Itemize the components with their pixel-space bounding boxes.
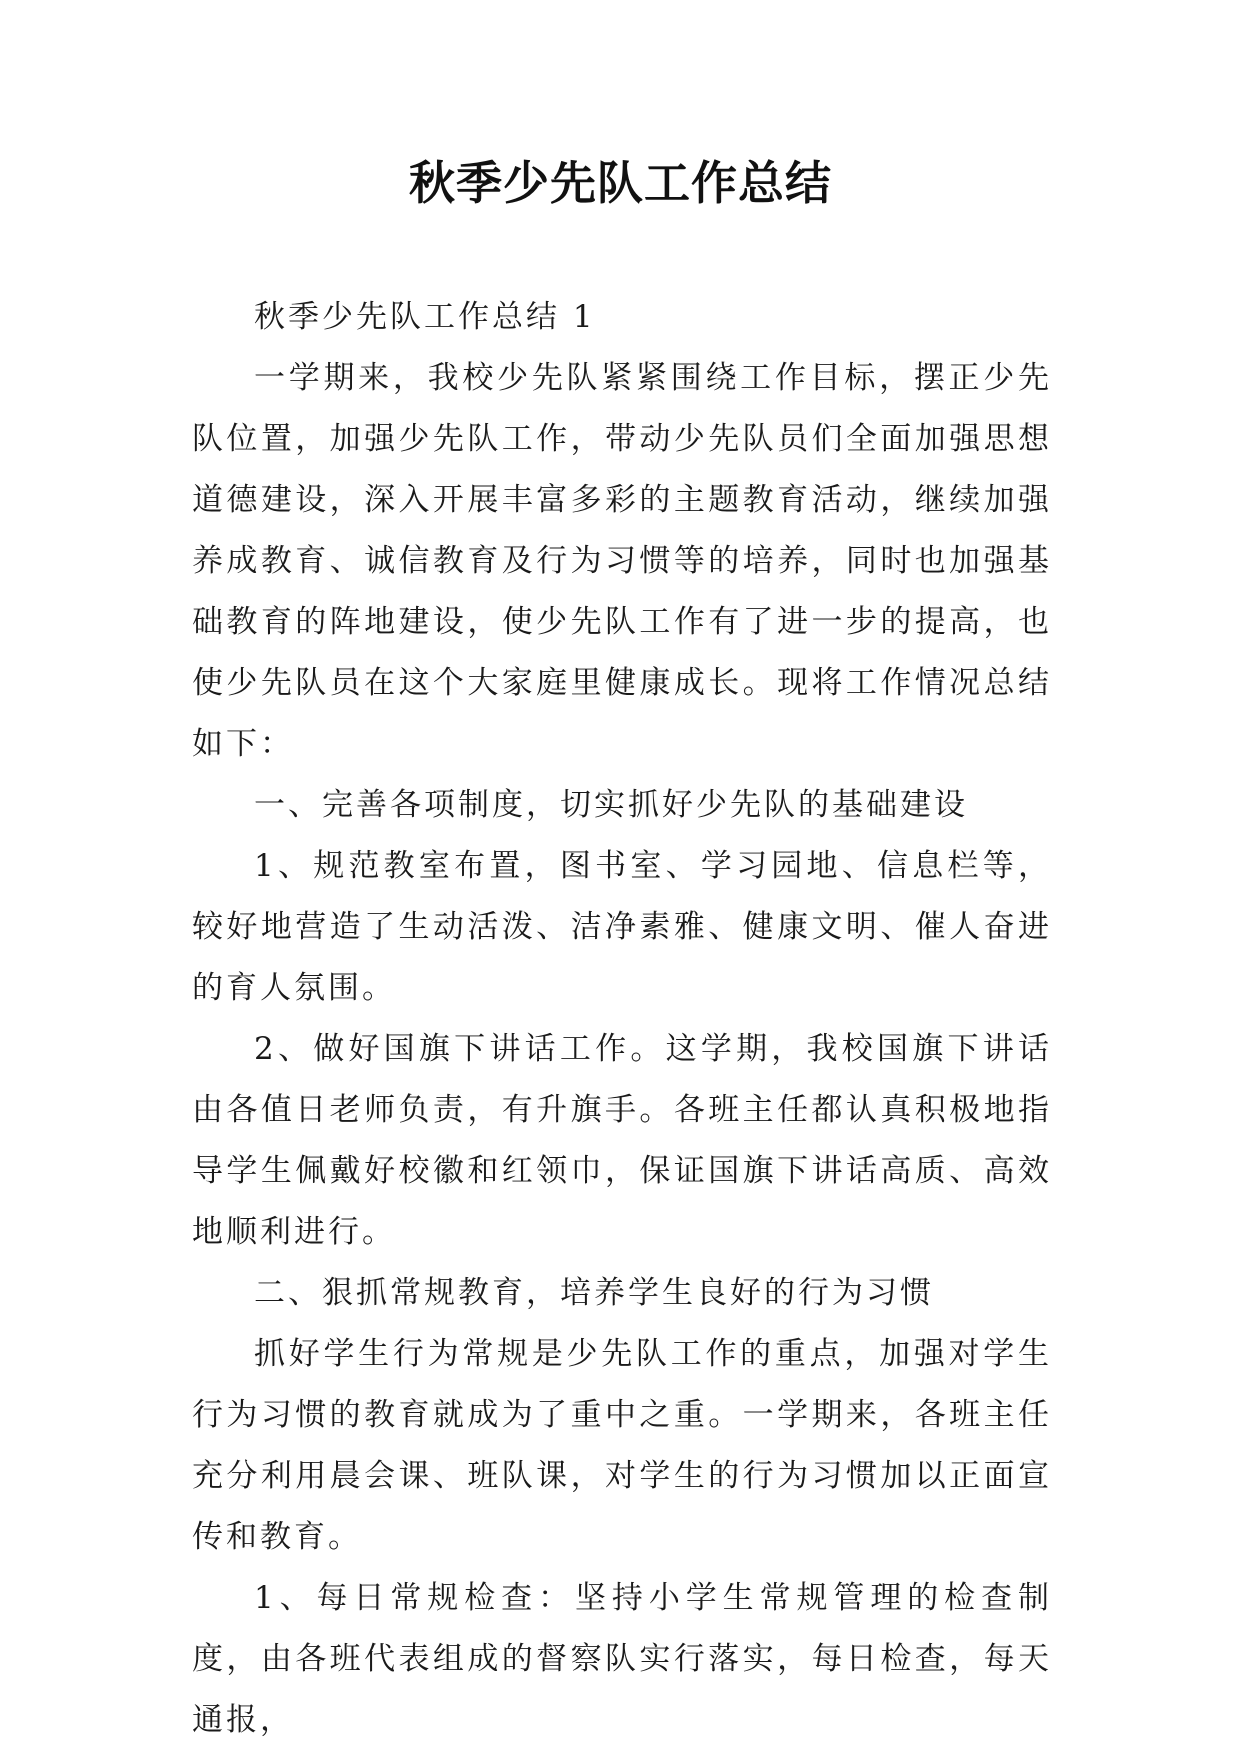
paragraph: 一学期来，我校少先队紧紧围绕工作目标，摆正少先队位置，加强少先队工作，带动少先队员们全面加强思想道德建设，深入开展丰富多彩的主题教育活动，继续加强养成教育、诚信教育及行为习惯等的培养，同时也加强基础教育的阵地建设，使少先队工作有了进一步的提高，也使少先队员在这个大家庭里健康成长。现将工作情况总结如下：: [192, 360, 1052, 762]
document-title: 秋季少先队工作总结: [409, 156, 832, 210]
paragraph: 抓好学生行为常规是少先队工作的重点，加强对学生行为习惯的教育就成为了重中之重。一学期来，各班主任充分利用晨会课、班队课，对学生的行为习惯加以正面宣传和教育。: [192, 1336, 1052, 1555]
section-heading: 二、狠抓常规教育，培养学生良好的行为习惯: [254, 1275, 934, 1311]
section-heading: 一、完善各项制度，切实抓好少先队的基础建设: [254, 787, 968, 823]
paragraph: 2、做好国旗下讲话工作。这学期，我校国旗下讲话由各值日老师负责，有升旗手。各班主任都认真积极地指导学生佩戴好校徽和红领巾，保证国旗下讲话高质、高效地顺利进行。: [192, 1031, 1052, 1250]
paragraph: 1、规范教室布置，图书室、学习园地、信息栏等，较好地营造了生动活泼、洁净素雅、健康文明、催人奋进的育人氛围。: [192, 848, 1052, 1006]
document-body: [192, 287, 1052, 1751]
paragraph: 1、每日常规检查：坚持小学生常规管理的检查制度，由各班代表组成的督察队实行落实，每日检查，每天通报，: [192, 1580, 1052, 1738]
section-heading: 秋季少先队工作总结 1: [254, 299, 596, 335]
